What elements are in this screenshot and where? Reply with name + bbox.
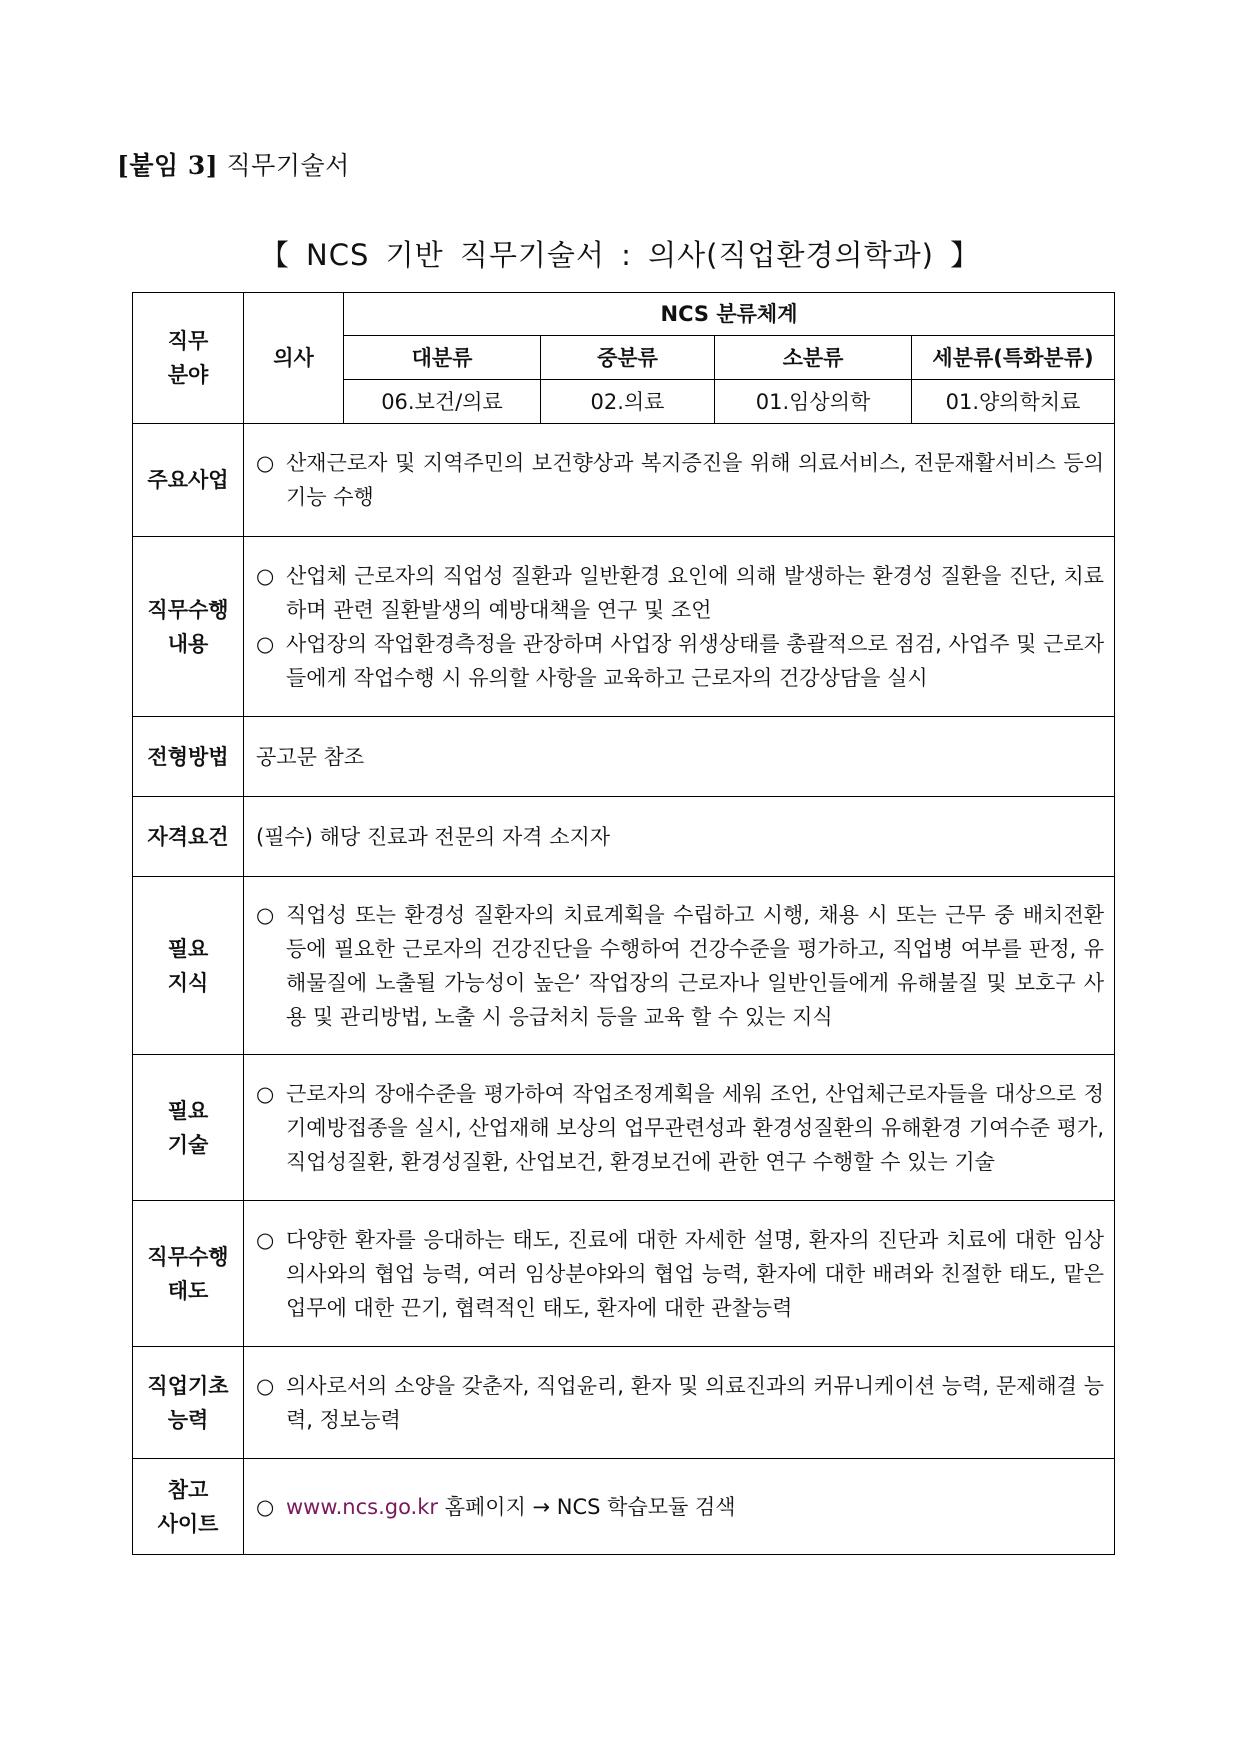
- skills-label: [133, 1055, 244, 1201]
- value-major-category: 06.보건/의료: [344, 380, 541, 424]
- col-minor-category: 소분류: [715, 336, 912, 380]
- qualification-content: (필수) 해당 진료과 전문의 자격 소지자: [244, 797, 1115, 877]
- reference-label-line2: 사이트: [157, 1511, 219, 1536]
- duties-label-line1: 직무수행: [147, 597, 229, 622]
- skills-label-line2: 기술: [167, 1132, 209, 1157]
- duties-label-line2: 내용: [167, 631, 209, 656]
- main-business-content: [244, 424, 1115, 537]
- list-item: [256, 1490, 1104, 1524]
- duties-item-2: 사업장의 작업환경측정을 관장하며 사업장 위생상태를 총괄적으로 점검, 사업주 및 근로자들에게 작업수행 시 유의할 사항을 교육하고 근로자의 건강상담을 실시: [286, 631, 1105, 690]
- basic-ability-content: [244, 1347, 1115, 1459]
- value-middle-category: 02.의료: [541, 380, 715, 424]
- job-description-table: [132, 292, 1115, 1555]
- col-middle-category: 중분류: [541, 336, 715, 380]
- bullet-circle-icon: ○: [256, 902, 275, 927]
- job-field-label-line2: 분야: [167, 363, 209, 387]
- attachment-tag: [붙임 3]: [117, 151, 219, 180]
- basic-ability-label-line2: 능력: [167, 1407, 209, 1432]
- skills-item: 근로자의 장애수준을 평가하여 작업조정계획을 세워 조언, 산업체근로자들을 대상으로 정기예방접종을 실시, 산업재해 보상의 업무관련성과 환경성질환의 유해환경 기여수준 평가, 직업성질환, 환경성질환, 산업보건, 환경보건에 관한 연구 수행할 수 있는 기술: [286, 1081, 1105, 1174]
- reference-text: 홈페이지 → NCS 학습모듈 검색: [438, 1494, 736, 1519]
- job-field-label-line1: 직무: [167, 329, 209, 353]
- job-field-value: 의사: [244, 293, 344, 424]
- ncs-classification-title: NCS 분류체계: [344, 293, 1115, 336]
- knowledge-item: 직업성 또는 환경성 질환자의 치료계획을 수립하고 시행, 채용 시 또는 근무 중 배치전환 등에 필요한 근로자의 건강진단을 수행하여 건강수준을 평가하고, 직업병 여부를 판정, 유해물질에 노출될 가능성이 높은’ 작업장의 근로자나 일반인들에게 유해불질 및 보호구 사용 및 관리방법, 노출 시 응급처치 등을 교육 할 수 있는 지식: [286, 902, 1105, 1029]
- col-sub-category: 세분류(특화분류): [912, 336, 1115, 380]
- skills-content: [244, 1055, 1115, 1201]
- main-business-label: 주요사업: [133, 424, 244, 537]
- list-item: [256, 1369, 1104, 1437]
- bullet-circle-icon: ○: [256, 451, 275, 475]
- reference-label: [133, 1459, 244, 1555]
- list-item: [256, 446, 1104, 514]
- basic-ability-label: [133, 1347, 244, 1459]
- knowledge-label-line1: 필요: [167, 936, 209, 961]
- knowledge-label: [133, 877, 244, 1055]
- bullet-circle-icon: ○: [256, 1081, 275, 1106]
- attitude-item: 다양한 환자를 응대하는 태도, 진료에 대한 자세한 설명, 환자의 진단과 치료에 대한 임상 의사와의 협업 능력, 여러 임상분야와의 협업 능력, 환자에 대한 배려와 친절한 태도, 맡은 업무에 대한 끈기, 협력적인 태도, 환자에 대한 관찰능력: [286, 1227, 1105, 1320]
- attitude-label: [133, 1201, 244, 1347]
- value-minor-category: 01.임상의학: [715, 380, 912, 424]
- job-field-label: [133, 293, 244, 424]
- bullet-circle-icon: ○: [256, 1494, 275, 1519]
- col-major-category: 대분류: [344, 336, 541, 380]
- skills-label-line1: 필요: [167, 1098, 209, 1123]
- qualification-label: 자격요건: [133, 797, 244, 877]
- attitude-label-line1: 직무수행: [147, 1244, 229, 1269]
- basic-ability-item: 의사로서의 소양을 갖춘자, 직업윤리, 환자 및 의료진과의 커뮤니케이션 능력, 문제해결 능력, 정보능력: [286, 1373, 1105, 1432]
- bullet-circle-icon: ○: [256, 1373, 275, 1398]
- list-item: [256, 1077, 1104, 1179]
- duties-label: [133, 537, 244, 717]
- attitude-label-line2: 태도: [167, 1278, 209, 1303]
- knowledge-label-line2: 지식: [167, 970, 209, 995]
- selection-content: 공고문 참조: [244, 717, 1115, 797]
- attachment-label: 직무기술서: [226, 151, 350, 180]
- basic-ability-label-line1: 직업기초: [147, 1373, 229, 1398]
- knowledge-content: [244, 877, 1115, 1055]
- attachment-heading: [117, 146, 350, 182]
- duties-item-1: 산업체 근로자의 직업성 질환과 일반환경 요인에 의해 발생하는 환경성 질환을 진단, 치료하며 관련 질환발생의 예방대책을 연구 및 조언: [286, 563, 1105, 622]
- ncs-website-link[interactable]: www.ncs.go.kr: [286, 1494, 439, 1519]
- bullet-circle-icon: ○: [256, 631, 275, 656]
- list-item: [256, 559, 1104, 627]
- list-item: [256, 1223, 1104, 1325]
- document-title: 【 NCS 기반 직무기술서 : 의사(직업환경의학과) 】: [259, 238, 981, 272]
- main-business-item: 산재근로자 및 지역주민의 보건향상과 복지증진을 위해 의료서비스, 전문재활서비스 등의 기능 수행: [286, 451, 1105, 509]
- list-item: [256, 627, 1104, 695]
- bullet-circle-icon: ○: [256, 1227, 275, 1252]
- duties-content: [244, 537, 1115, 717]
- list-item: [256, 898, 1104, 1034]
- attitude-content: [244, 1201, 1115, 1347]
- reference-content: [244, 1459, 1115, 1555]
- reference-item: [286, 1490, 1104, 1524]
- selection-label: 전형방법: [133, 717, 244, 797]
- value-sub-category: 01.양의학치료: [912, 380, 1115, 424]
- bullet-circle-icon: ○: [256, 563, 275, 588]
- reference-label-line1: 참고: [167, 1477, 209, 1502]
